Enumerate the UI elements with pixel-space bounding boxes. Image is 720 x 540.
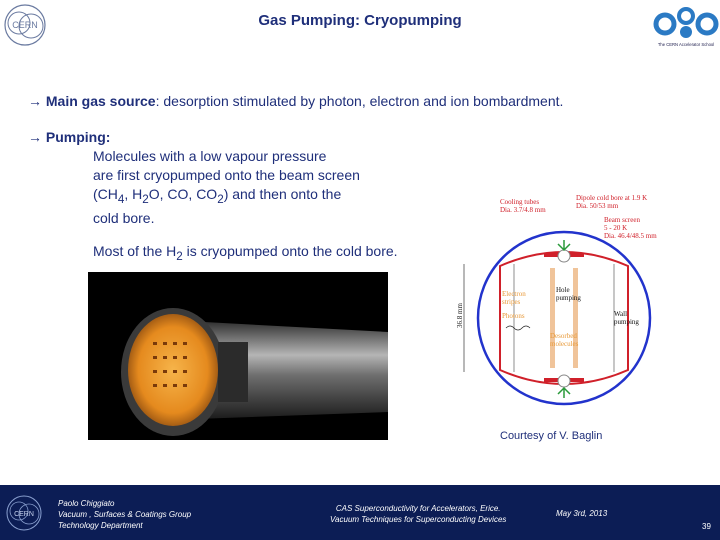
svg-text:5 - 20 K: 5 - 20 K (604, 224, 628, 232)
footer-school-block: CAS Superconductivity for Accelerators, Erice. Vacuum Techniques for Superconducting Devices (330, 504, 507, 524)
svg-text:Cooling tubes: Cooling tubes (500, 198, 540, 206)
footer-author-block: Paolo Chiggiato Vacuum , Surfaces & Coatings Group Technology Department (58, 499, 192, 530)
svg-text:Dia. 46.4/48.5 mm: Dia. 46.4/48.5 mm (604, 232, 657, 240)
svg-text:The CERN Accelerator School: The CERN Accelerator School (657, 42, 715, 47)
svg-text:Beam screen: Beam screen (604, 216, 640, 224)
slide-title: Gas Pumping: Cryopumping (258, 12, 462, 29)
svg-text:pumping: pumping (556, 294, 581, 302)
beam-screen-photo (88, 272, 388, 440)
svg-text:Photons: Photons (502, 312, 525, 320)
svg-text:36.8 mm: 36.8 mm (456, 303, 464, 328)
footer-bar (0, 485, 720, 540)
beam-screen-diagram (452, 188, 662, 420)
svg-text:Dia. 3.7/4.8 mm: Dia. 3.7/4.8 mm (500, 206, 546, 214)
hydrogen-paragraph: Most of the $H_2$ is cryopumped onto the cold bore. (93, 243, 398, 263)
page-number: 39 (702, 522, 711, 531)
svg-text:CERN: CERN (14, 511, 34, 518)
svg-text:pumping: pumping (614, 318, 639, 326)
svg-text:Dipole cold bore at 1.9 K: Dipole cold bore at 1.9 K (576, 194, 648, 202)
image-credit: Courtesy of V. Baglin (500, 430, 603, 442)
pumping-paragraph: Molecules with a low vapour pressure are first cryopumped onto the beam screen ($CH_4$, $H_2O$, CO, $CO_2$) and then onto the cold bore. (93, 148, 360, 226)
main-gas-source-line: → Main gas source: desorption stimulated by photon, electron and ion bombardment. (28, 93, 564, 109)
cern-logo (2, 2, 48, 48)
pumping-heading: → Pumping: (28, 129, 111, 145)
svg-text:Wall: Wall (614, 310, 628, 318)
cern-footer-logo (4, 493, 44, 533)
svg-text:Dia. 50/53 mm: Dia. 50/53 mm (576, 202, 619, 210)
svg-text:Hole: Hole (556, 286, 570, 294)
svg-text:molecules: molecules (550, 340, 579, 348)
cas-logo (652, 4, 720, 48)
svg-text:Desorbed: Desorbed (550, 332, 577, 340)
svg-text:Electron: Electron (502, 290, 526, 298)
svg-text:stripes: stripes (502, 298, 521, 306)
svg-text:CERN: CERN (12, 20, 38, 30)
footer-date: May 3rd, 2013 (556, 509, 608, 518)
